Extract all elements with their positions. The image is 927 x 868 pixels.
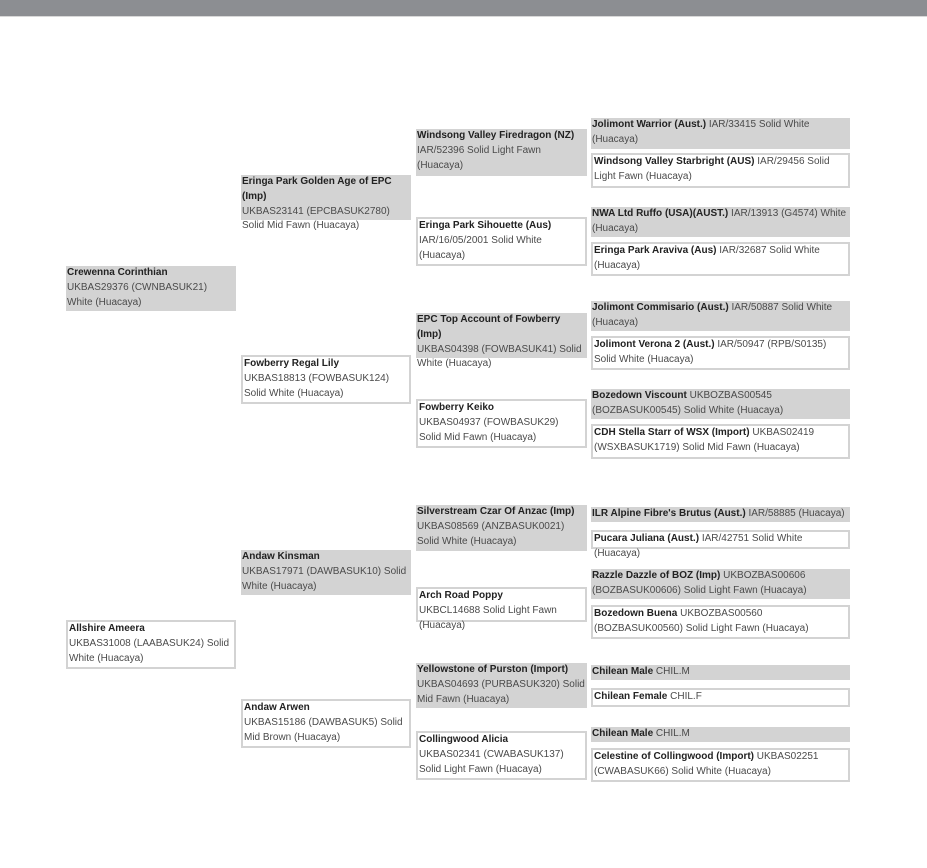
animal-name: Andaw Kinsman xyxy=(242,551,320,562)
animal-details: UKBAS31008 (LAABASUK24) Solid White (Huacaya) xyxy=(69,637,230,664)
animal-entry xyxy=(592,301,848,331)
g4-node-8[interactable] xyxy=(591,424,850,459)
animal-entry xyxy=(592,389,848,419)
animal-entry xyxy=(592,569,848,599)
animal-details: IAR/52396 Solid Light Fawn (Huacaya) xyxy=(417,144,541,171)
g4-node-2[interactable] xyxy=(591,153,850,188)
animal-details: IAR/33415 Solid White (Huacaya) xyxy=(592,119,810,145)
animal-name: Eringa Park Sihouette (Aus) xyxy=(419,220,552,231)
g3-node-7[interactable] xyxy=(416,663,587,708)
g3-node-5[interactable] xyxy=(416,505,587,551)
animal-details: UKBAS18813 (FOWBASUK124) Solid White (Huacaya) xyxy=(244,372,390,399)
g4-node-11[interactable] xyxy=(591,569,850,599)
animal-name: Andaw Arwen xyxy=(244,702,310,713)
animal-name: Windsong Valley Firedragon (NZ) xyxy=(417,130,575,141)
animal-name: Bozedown Buena xyxy=(594,608,678,619)
animal-name: Pucara Juliana (Aust.) xyxy=(594,533,700,544)
animal-name: Fowberry Keiko xyxy=(419,402,495,413)
animal-name: Allshire Ameera xyxy=(69,623,145,634)
animal-name: Chilean Female xyxy=(594,691,668,702)
animal-name: Yellowstone of Purston (Import) xyxy=(417,664,569,675)
animal-name: Arch Road Poppy xyxy=(419,590,503,601)
g4-node-1[interactable] xyxy=(591,118,850,149)
animal-name: Collingwood Alicia xyxy=(419,734,509,745)
animal-name: Chilean Male xyxy=(592,728,654,739)
animal-entry xyxy=(592,207,848,237)
animal-name: Celestine of Collingwood (Import) xyxy=(594,751,754,762)
animal-name: Eringa Park Golden Age of EPC (Imp) xyxy=(242,176,392,202)
animal-entry xyxy=(594,607,846,637)
animal-entry xyxy=(594,338,846,368)
animal-entry xyxy=(594,532,846,562)
animal-entry xyxy=(594,155,846,185)
animal-entry xyxy=(594,750,846,780)
animal-name: Eringa Park Araviva (Aus) xyxy=(594,245,717,256)
g2-sire-sire[interactable] xyxy=(241,175,411,232)
animal-details: UKBAS02341 (CWABASUK137) Solid Light Fawn (Huacaya) xyxy=(419,748,564,775)
g4-node-12[interactable] xyxy=(591,605,850,639)
animal-name: CDH Stella Starr of WSX (Import) xyxy=(594,427,750,438)
g4-node-14[interactable] xyxy=(591,688,850,707)
animal-name: Jolimont Verona 2 (Aust.) xyxy=(594,339,715,350)
g2-dam-sire[interactable] xyxy=(241,550,411,595)
animal-name: Fowberry Regal Lily xyxy=(244,358,340,369)
g3-node-1[interactable] xyxy=(416,129,587,176)
animal-details: UKBAS04693 (PURBASUK320) Solid Mid Fawn (Huacaya) xyxy=(417,678,585,705)
animal-details: UKBAS29376 (CWNBASUK21) White (Huacaya) xyxy=(67,281,208,308)
g4-node-4[interactable] xyxy=(591,242,850,276)
animal-entry xyxy=(592,118,848,148)
animal-details: UKBAS08569 (ANZBASUK0021) Solid White (Huacaya) xyxy=(417,520,565,547)
animal-details: CHIL.M xyxy=(655,666,690,677)
animal-name: Crewenna Corinthian xyxy=(67,267,168,278)
animal-details: UKBAS15186 (DAWBASUK5) Solid Mid Brown (Huacaya) xyxy=(244,716,403,743)
g4-node-6[interactable] xyxy=(591,336,850,370)
g2-dam-dam[interactable] xyxy=(241,699,411,748)
animal-name: Chilean Male xyxy=(592,666,654,677)
g4-node-7[interactable] xyxy=(591,389,850,419)
animal-details: IAR/42751 Solid White (Huacaya) xyxy=(594,533,803,559)
animal-name: Jolimont Warrior (Aust.) xyxy=(592,119,707,130)
animal-name: NWA Ltd Ruffo (USA)(AUST.) xyxy=(592,208,729,219)
g2-sire-dam[interactable] xyxy=(241,355,411,404)
g3-node-3[interactable] xyxy=(416,313,587,370)
animal-details: UKBAS02419 (WSXBASUK1719) Solid Mid Fawn (Huacaya) xyxy=(594,427,815,453)
animal-entry xyxy=(594,244,846,274)
animal-details: UKBOZBAS00560 (BOZBASUK00560) Solid Light Fawn (Huacaya) xyxy=(594,608,809,634)
animal-details: UKBAS02251 (CWABASUK66) Solid White (Huacaya) xyxy=(594,751,819,777)
animal-details: IAR/58885 (Huacaya) xyxy=(748,508,845,519)
animal-details: CHIL.M xyxy=(655,728,690,739)
animal-details: IAR/29456 Solid Light Fawn (Huacaya) xyxy=(594,156,830,182)
g3-node-8[interactable] xyxy=(416,731,587,780)
animal-name: Jolimont Commisario (Aust.) xyxy=(592,302,729,313)
g4-node-13[interactable] xyxy=(591,665,850,680)
g4-node-5[interactable] xyxy=(591,301,850,331)
animal-entry xyxy=(594,690,846,705)
top-bar-divider xyxy=(0,16,927,17)
g1-sire[interactable] xyxy=(66,266,236,311)
animal-details: IAR/32687 Solid White (Huacaya) xyxy=(594,245,820,271)
animal-name: EPC Top Account of Fowberry (Imp) xyxy=(417,314,561,340)
g3-node-6[interactable] xyxy=(416,587,587,631)
animal-details: UKBAS17971 (DAWBASUK10) Solid White (Huacaya) xyxy=(242,565,407,592)
g4-node-9[interactable] xyxy=(591,507,850,522)
animal-name: Windsong Valley Starbright (AUS) xyxy=(594,156,755,167)
animal-details: UKBCL14688 Solid Light Fawn (Huacaya) xyxy=(419,604,557,631)
animal-details: IAR/16/05/2001 Solid White (Huacaya) xyxy=(419,234,542,261)
animal-details: IAR/50947 (RPB/S0135) Solid White (Huacaya) xyxy=(594,339,827,365)
animal-details: UKBOZBAS00606 (BOZBASUK00606) Solid Light Fawn (Huacaya) xyxy=(592,570,807,596)
animal-entry xyxy=(592,507,848,522)
g3-node-2[interactable] xyxy=(416,217,587,266)
g4-node-15[interactable] xyxy=(591,727,850,742)
animal-details: IAR/50887 Solid White (Huacaya) xyxy=(592,302,833,328)
g1-dam[interactable] xyxy=(66,620,236,669)
animal-name: ILR Alpine Fibre's Brutus (Aust.) xyxy=(592,508,746,519)
animal-entry xyxy=(594,426,846,456)
animal-details: CHIL.F xyxy=(670,691,702,702)
g4-node-16[interactable] xyxy=(591,748,850,782)
animal-entry xyxy=(592,665,848,680)
animal-name: Silverstream Czar Of Anzac (Imp) xyxy=(417,506,575,517)
animal-details: IAR/13913 (G4574) White (Huacaya) xyxy=(592,208,847,234)
animal-name: Razzle Dazzle of BOZ (Imp) xyxy=(592,570,721,581)
g3-node-4[interactable] xyxy=(416,399,587,448)
top-bar xyxy=(0,0,927,16)
animal-name: Bozedown Viscount xyxy=(592,390,687,401)
g4-node-3[interactable] xyxy=(591,207,850,237)
animal-details: UKBOZBAS00545 (BOZBASUK00545) Solid White (Huacaya) xyxy=(592,390,784,416)
animal-entry xyxy=(592,727,848,742)
animal-details: UKBAS04398 (FOWBASUK41) Solid White (Huacaya) xyxy=(417,343,582,370)
g4-node-10[interactable] xyxy=(591,530,850,559)
animal-details: UKBAS23141 (EPCBASUK2780) Solid Mid Fawn (Huacaya) xyxy=(242,205,390,232)
animal-details: UKBAS04937 (FOWBASUK29) Solid Mid Fawn (Huacaya) xyxy=(419,416,559,443)
